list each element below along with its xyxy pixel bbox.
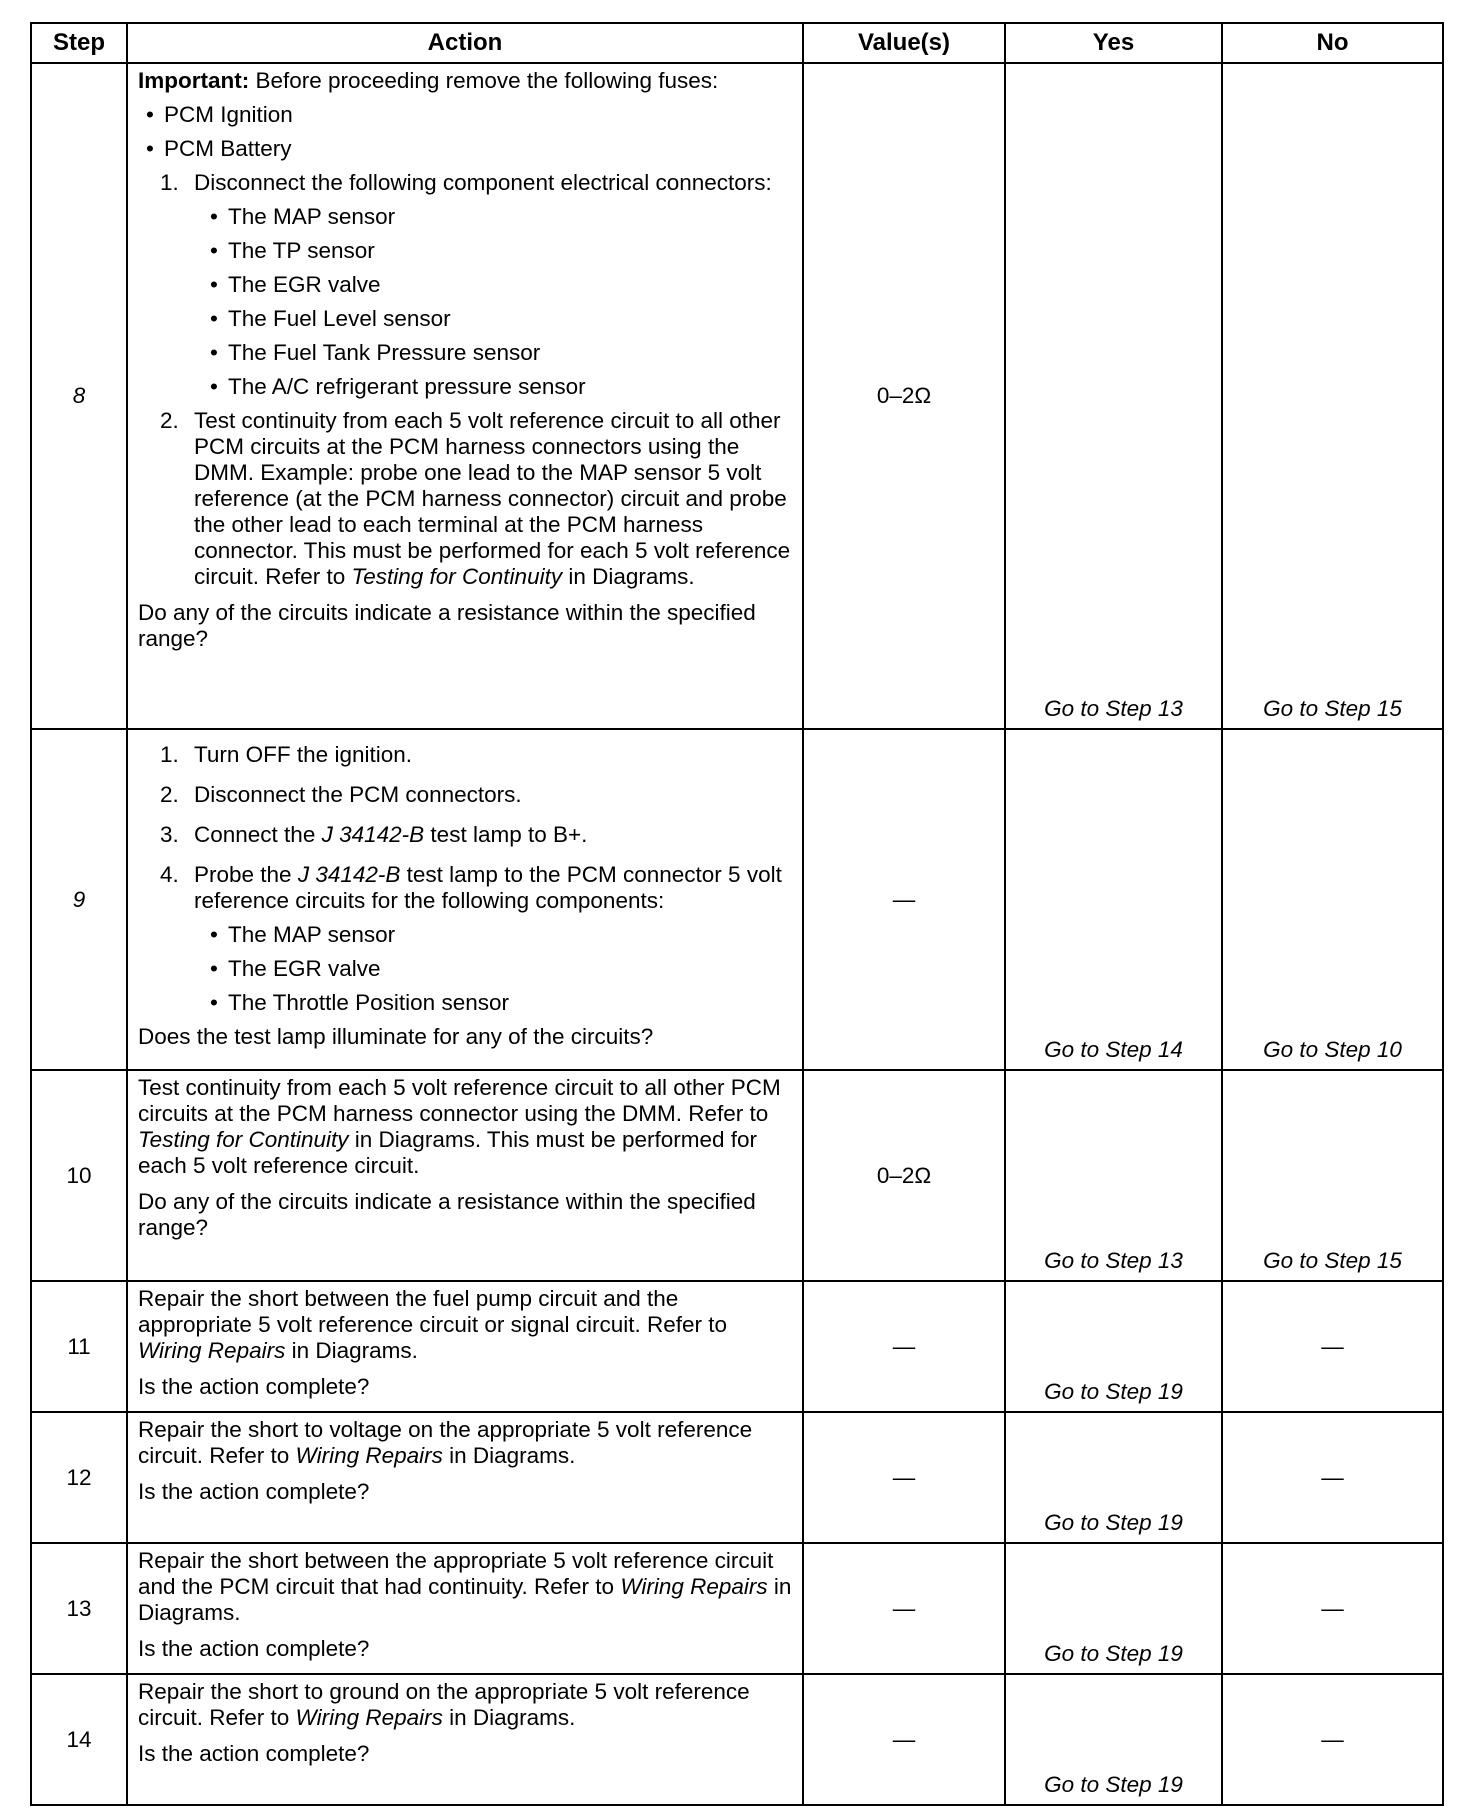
step-number: 11 [31,1281,127,1412]
table-row [31,1281,1443,1412]
tool-reference: J 34142-B [321,822,425,847]
table-row [31,1412,1443,1543]
action-text: Repair the short to voltage on the appropriate 5 volt reference circuit. Refer to Wiring Repairs in Diagrams. [138,1417,753,1468]
no-cell: Go to Step 15 [1222,63,1443,729]
reference-link-text: Wiring Repairs [295,1443,443,1468]
question-text: Is the action complete? [138,1636,370,1661]
item-text: Test continuity from each 5 volt reference circuit to all other PCM circuits at the PCM harness connectors using the DMM. Example: probe one lead to the MAP sensor 5 volt reference (at the PCM harness connector) circuit and probe the other lead to each terminal at the PCM harness connector. This must be performed for each 5 volt reference circuit. Refer to [194,408,791,589]
item-text: Disconnect the following component electrical connectors: [194,170,772,195]
reference-link-text: Testing for Continuity [351,564,563,589]
diagnostic-table [30,22,1444,1806]
yes-cell: Go to Step 19 [1005,1281,1222,1412]
numbered-item: 1. Disconnect the following component electrical connectors: [160,170,772,195]
no-cell: Go to Step 15 [1222,1070,1443,1281]
no-cell: — [1222,1543,1443,1674]
action-cell [127,1070,803,1281]
value-cell: — [803,1674,1005,1805]
component-item: • The Throttle Position sensor [138,990,794,1016]
action-cell [127,729,803,1070]
component-item: • The MAP sensor [138,204,794,230]
question-text: Is the action complete? [138,1741,370,1766]
action-text: Repair the short between the appropriate 5 volt reference circuit and the PCM circuit that had continuity. Refer to Wiring Repairs in Diagrams. [138,1548,792,1625]
component-item: • The A/C refrigerant pressure sensor [138,374,794,400]
reference-link-text: Wiring Repairs [295,1705,443,1730]
question-text: Does the test lamp illuminate for any of the circuits? [138,1024,654,1049]
numbered-item: 2. Test continuity from each 5 volt reference circuit to all other PCM circuits at the PCM harness connectors using the DMM. Example: probe one lead to the MAP sensor 5 volt reference (at the PCM harness connector) circuit and probe the other lead to each terminal at the PCM harness connector. This must be performed for each 5 volt reference circuit. Refer to Testing for Continuity in Diagrams. [160,408,791,589]
important-text: Before proceeding remove the following fuses: [249,68,719,93]
action-text: Test continuity from each 5 volt reference circuit to all other PCM circuits at the PCM harness connector using the DMM. Refer to Testing for Continuity in Diagrams. This must be performed for each 5 volt reference circuit. [138,1075,781,1178]
table-row [31,1674,1443,1805]
no-cell: — [1222,1281,1443,1412]
value-cell: 0–2Ω [803,63,1005,729]
question-text: Do any of the circuits indicate a resistance within the specified range? [138,1189,756,1240]
important-note [138,68,794,94]
fuse-item: • PCM Battery [138,136,794,162]
step-number: 13 [31,1543,127,1674]
reference-link-text: Wiring Repairs [620,1574,768,1599]
component-item: • The MAP sensor [138,922,794,948]
component-item: • The TP sensor [138,238,794,264]
action-text: Repair the short to ground on the appropriate 5 volt reference circuit. Refer to Wiring Repairs in Diagrams. [138,1679,750,1730]
numbered-item: 2. Disconnect the PCM connectors. [160,782,522,807]
no-cell: — [1222,1674,1443,1805]
header-row [31,23,1443,63]
yes-cell: Go to Step 13 [1005,63,1222,729]
yes-cell: Go to Step 19 [1005,1543,1222,1674]
value-cell: — [803,729,1005,1070]
component-item: • The Fuel Tank Pressure sensor [138,340,794,366]
action-cell [127,1674,803,1805]
header-values: Value(s) [803,23,1005,63]
yes-cell: Go to Step 14 [1005,729,1222,1070]
question-text: Do any of the circuits indicate a resistance within the specified range? [138,600,756,651]
no-cell: — [1222,1412,1443,1543]
yes-cell: Go to Step 19 [1005,1674,1222,1805]
component-item: • The EGR valve [138,272,794,298]
numbered-item: 3. Connect the J 34142-B test lamp to B+. [160,822,588,847]
table-row [31,1070,1443,1281]
step-number: 12 [31,1412,127,1543]
numbered-item: 4. Probe the J 34142-B test lamp to the PCM connector 5 volt reference circuits for the following components: [160,862,782,913]
question-text: Is the action complete? [138,1479,370,1504]
header-step: Step [31,23,127,63]
numbered-item: 1. Turn OFF the ignition. [160,742,413,767]
value-cell: — [803,1281,1005,1412]
component-item: • The Fuel Level sensor [138,306,794,332]
question-text: Is the action complete? [138,1374,370,1399]
action-cell [127,1412,803,1543]
table-row [31,63,1443,729]
tool-reference: J 34142-B [297,862,401,887]
table-row [31,729,1443,1070]
header-no: No [1222,23,1443,63]
action-cell [127,1543,803,1674]
value-cell: — [803,1543,1005,1674]
reference-link-text: Wiring Repairs [138,1338,286,1363]
value-cell: — [803,1412,1005,1543]
table-row [31,1543,1443,1674]
action-text: Repair the short between the fuel pump circuit and the appropriate 5 volt reference circuit or signal circuit. Refer to Wiring Repairs in Diagrams. [138,1286,728,1363]
step-number: 8 [31,63,127,729]
yes-cell: Go to Step 13 [1005,1070,1222,1281]
header-action: Action [127,23,803,63]
action-cell [127,63,803,729]
value-cell: 0–2Ω [803,1070,1005,1281]
action-cell [127,1281,803,1412]
yes-cell: Go to Step 19 [1005,1412,1222,1543]
step-number: 10 [31,1070,127,1281]
step-number: 14 [31,1674,127,1805]
step-number: 9 [31,729,127,1070]
header-yes: Yes [1005,23,1222,63]
reference-link-text: Testing for Continuity [138,1127,349,1152]
fuse-item: • PCM Ignition [138,102,794,128]
no-cell: Go to Step 10 [1222,729,1443,1070]
component-item: • The EGR valve [138,956,794,982]
important-label: Important: [138,68,250,93]
